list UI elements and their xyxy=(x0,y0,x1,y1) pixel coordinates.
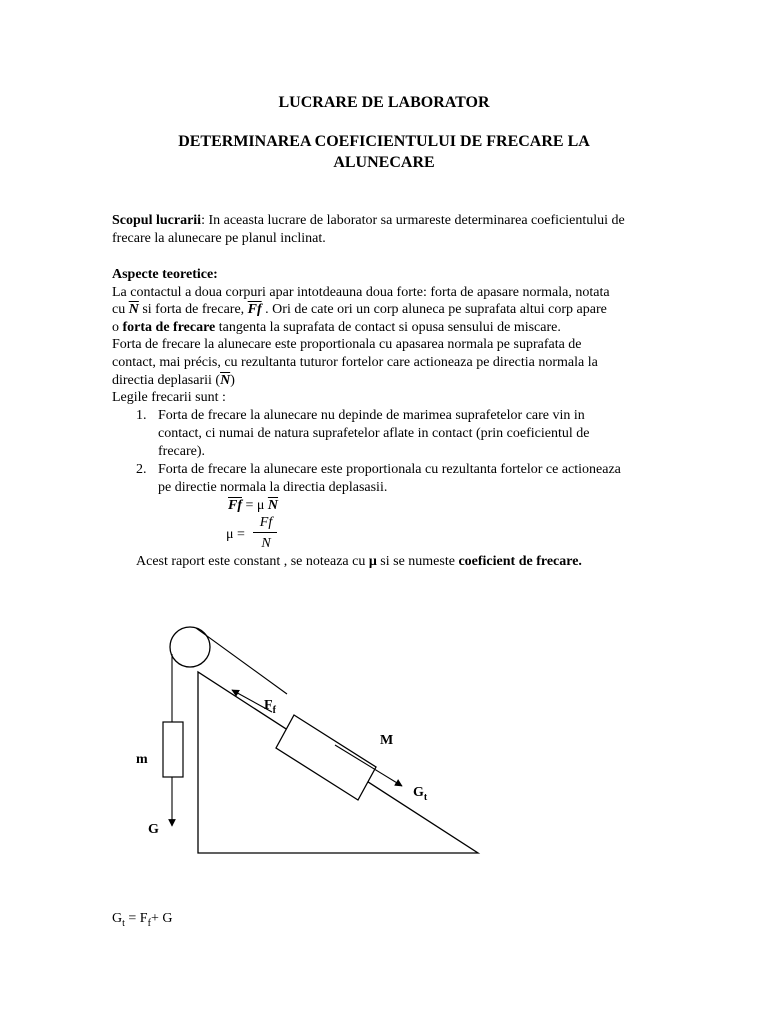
theory-line3-bold: forta de frecare xyxy=(122,320,216,335)
eq-rest: + G xyxy=(150,911,173,926)
formula-n: $\overline{N}$ xyxy=(267,498,279,513)
conclusion-text-b: si se numeste xyxy=(380,554,455,569)
conclusion-bold: coeficient de frecare. xyxy=(458,554,582,569)
law-2-line2: pe directie normala la directia deplasasii. xyxy=(158,480,388,495)
law-1-line3: frecare). xyxy=(158,444,206,459)
theory-line1: La contactul a doua corpuri apar intotdeauna doua forte: forta de apasare normala, notata xyxy=(112,285,610,300)
label-m-block: M xyxy=(380,733,394,748)
theory-line3-b: tangenta la suprafata de contact si opusa sensului de miscare. xyxy=(218,320,561,335)
label-ff-sub: f xyxy=(272,704,276,716)
pulley xyxy=(170,627,210,667)
laws-intro: Legile frecarii sunt : xyxy=(112,390,226,405)
label-gt-main: G xyxy=(413,785,424,800)
label-ff-main: F xyxy=(264,698,273,713)
formula-denominator: N xyxy=(261,536,271,551)
conclusion-text-a: Acest raport este constant , se noteaza cu xyxy=(136,554,366,569)
theory-line2-c: . Ori de cate ori un corp aluneca pe suprafata altui corp apare xyxy=(265,302,607,317)
eq-gt: G xyxy=(112,911,123,926)
theory-line6-a: directia deplasarii ( xyxy=(112,373,221,388)
formula-equals: = xyxy=(237,527,245,542)
law-2-number: 2. xyxy=(136,462,147,477)
eq-ff-sub: f xyxy=(147,917,151,929)
normal-force-symbol: $\overline{N}$ xyxy=(128,302,139,317)
theory-line2-b: si forta de frecare, xyxy=(142,302,245,317)
conclusion-mu: μ xyxy=(368,554,377,569)
friction-force-symbol: $\overline{Ff}$ xyxy=(247,302,262,317)
purpose-line2: frecare la alunecare pe planul inclinat. xyxy=(112,231,326,246)
formula-eq-mu: = μ xyxy=(245,498,265,513)
law-2-line1: Forta de frecare la alunecare este proportionala cu rezultanta fortelor ce actioneaza xyxy=(158,462,621,477)
normal-force-symbol-2: $\overline{N}$ xyxy=(220,373,231,388)
theory-line5: contact, mai précis, cu rezultanta tuturor fortelor care actioneaza pe directia normala la xyxy=(112,355,598,370)
final-equation xyxy=(112,910,172,932)
theory-line4: Forta de frecare la alunecare este proportionala cu apasarea normala pe suprafata de xyxy=(112,337,582,352)
law-1-line2: contact, ci numai de natura suprafetelor aflate in contact (prin coeficientul de xyxy=(158,426,590,441)
main-title-line1: DETERMINAREA COEFICIENTULUI DE FRECARE LA xyxy=(178,133,590,150)
label-m-hanging: m xyxy=(136,752,148,767)
theory-line2-a: cu xyxy=(112,302,126,317)
formula-mu: μ xyxy=(226,527,234,542)
law-1-line1: Forta de frecare la alunecare nu depinde de marimea suprafetelor care vin in xyxy=(158,408,585,423)
eq-equals-f: = F xyxy=(124,911,148,926)
label-gt-sub: t xyxy=(423,791,428,803)
hanging-mass xyxy=(163,722,183,777)
main-title-line2: ALUNECARE xyxy=(333,154,435,171)
sliding-block xyxy=(276,715,376,800)
eq-gt-sub: t xyxy=(122,917,125,929)
theory-line3-a: o xyxy=(112,320,119,335)
law-1-number: 1. xyxy=(136,408,147,423)
label-gt xyxy=(413,784,427,806)
formula-ff: $\overline{Ff}$ xyxy=(228,498,242,513)
theory-heading: Aspecte teoretice: xyxy=(112,267,218,282)
label-ff xyxy=(264,697,276,719)
rope-incline xyxy=(196,628,287,694)
theory-line6-b: ) xyxy=(230,373,235,388)
label-g: G xyxy=(148,822,159,837)
formula-numerator: Ff xyxy=(259,515,273,530)
purpose-label: Scopul lucrarii xyxy=(112,213,202,228)
lab-title: LUCRARE DE LABORATOR xyxy=(278,94,490,111)
purpose-text1: : In aceasta lucrare de laborator sa urmareste determinarea coeficientului de xyxy=(201,213,625,228)
